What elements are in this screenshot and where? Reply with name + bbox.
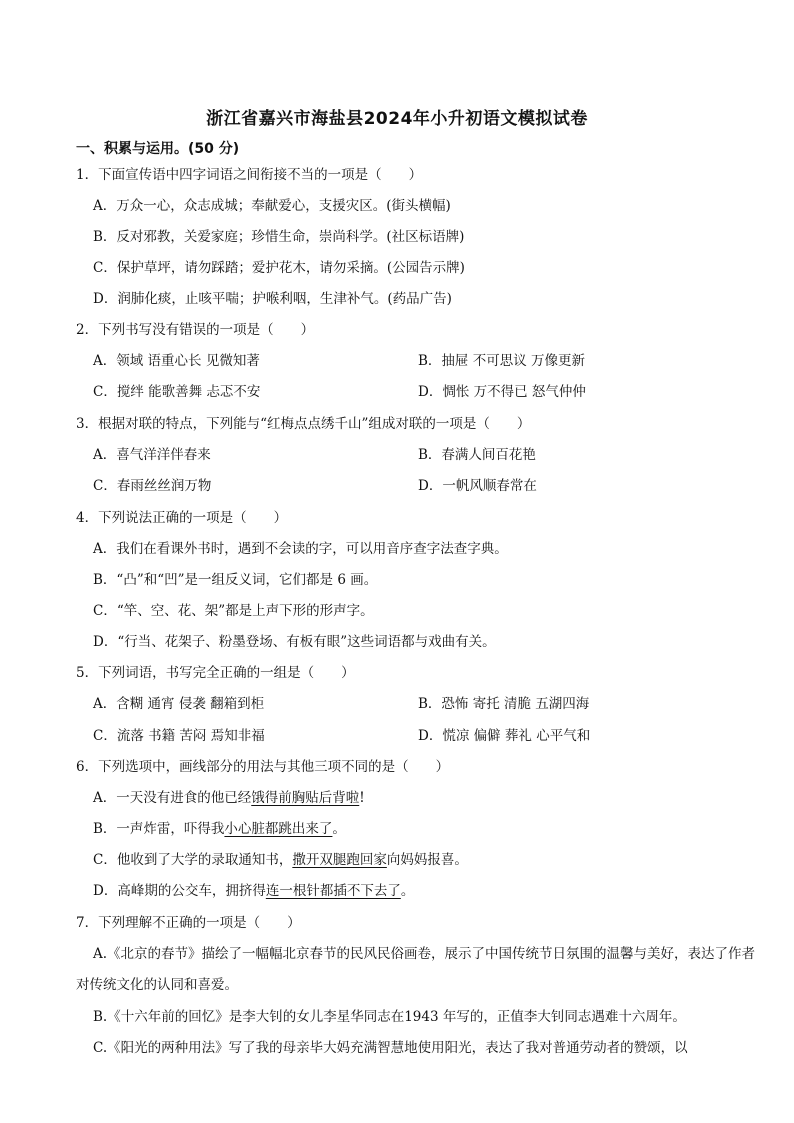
question-2-option-a: A．领域 语重心长 见微知著: [93, 353, 260, 369]
section-heading: 一、积累与运用。(50 分): [76, 141, 240, 157]
question-4-option-c: C．“竿、空、花、架”都是上声下形的形声字。: [93, 603, 374, 619]
option-b-text: B．一声炸雷，吓得我: [93, 821, 225, 837]
question-3-option-b: B．春满人间百花艳: [418, 447, 536, 463]
option-a-text: A．一天没有进食的他已经: [93, 790, 252, 806]
question-7-option-c: C.《阳光的两种用法》写了我的母亲毕大妈充满智慧地使用阳光，表达了我对普通劳动者的赞颂，以: [93, 1040, 688, 1056]
question-1-option-d: D．润肺化痰，止咳平喘；护喉利咽，生津补气。(药品广告): [93, 291, 452, 307]
question-6-option-b: [93, 819, 346, 839]
question-1-option-c: C．保护草坪，请勿踩踏；爱护花木，请勿采摘。(公园告示牌): [93, 260, 465, 276]
page-title: 浙江省嘉兴市海盐县2024年小升初语文模拟试卷: [206, 109, 588, 129]
option-b-end: 。: [332, 821, 346, 837]
question-7-option-b: B.《十六年前的回忆》是李大钊的女儿李星华同志在1943 年写的，正值李大钊同志遇难十六周年。: [93, 1009, 686, 1025]
option-b-underlined: 小心脏都跳出来了: [224, 821, 333, 837]
question-1-option-a: A．万众一心，众志成城；奉献爱心，支援灾区。(街头横幅): [93, 198, 451, 214]
question-6-option-d: [93, 881, 414, 901]
option-d-end: 。: [400, 883, 415, 899]
question-2-option-b: B．抽屉 不可思议 万像更新: [418, 353, 586, 369]
question-4-stem: 4．下列说法正确的一项是（ ）: [76, 510, 288, 526]
option-c-underlined: 撒开双腿跑回家: [292, 852, 387, 868]
question-6-option-c: [93, 850, 468, 870]
option-d-text: D．高峰期的公交车，拥挤得: [93, 883, 266, 899]
question-7-option-a: A.《北京的春节》描绘了一幅幅北京春节的民风民俗画卷，展示了中国传统节日氛围的温馨与美好，表达了作者对传统文化的认同和喜爱。: [76, 946, 756, 993]
question-3-option-a: A．喜气洋洋伴春来: [93, 447, 211, 463]
question-5-option-c: C．流落 书籍 苦闷 焉知非福: [93, 728, 265, 744]
question-5-option-b: B．恐怖 寄托 清脆 五湖四海: [418, 696, 590, 712]
question-7-stem: 7．下列理解不正确的一项是（ ）: [76, 915, 301, 931]
question-5-stem: 5．下列词语，书写完全正确的一组是（ ）: [76, 665, 355, 681]
question-2-option-d: D．惆怅 万不得已 怒气仲仲: [418, 384, 586, 400]
question-3-option-c: C．春雨丝丝润万物: [93, 478, 212, 494]
question-1-stem: 1．下面宣传语中四字词语之间衔接不当的一项是（ ）: [76, 167, 423, 183]
option-d-underlined: 连一根针都插不下去了: [265, 883, 401, 899]
option-c-end: 向妈妈报喜。: [386, 852, 468, 868]
question-5-option-a: A．含糊 通宵 侵袭 翻箱到柜: [93, 696, 265, 712]
question-6-option-a: [93, 788, 365, 808]
question-4-option-b: B．“凸”和“凹”是一组反义词，它们都是 6 画。: [93, 572, 378, 588]
question-2-stem: 2．下列书写没有错误的一项是（ ）: [76, 322, 315, 338]
question-3-option-d: D．一帆风顺春常在: [418, 478, 537, 494]
question-2-option-c: C．搅绊 能歌善舞 忐忑不安: [93, 384, 261, 400]
question-4-option-a: A．我们在看课外书时，遇到不会读的字，可以用音序查字法查字典。: [93, 541, 508, 557]
question-5-option-d: D．慌凉 偏僻 葬礼 心平气和: [418, 728, 591, 744]
option-a-underlined: 饿得前胸贴后背啦: [251, 790, 360, 806]
question-6-stem: 6．下列选项中，画线部分的用法与其他三项不同的是（ ）: [76, 759, 450, 775]
option-a-end: !: [359, 790, 365, 806]
question-4-option-d: D．“行当、花架子、粉墨登场、有板有眼”这些词语都与戏曲有关。: [93, 634, 496, 650]
option-c-text: C．他收到了大学的录取通知书，: [93, 852, 293, 868]
question-1-option-b: B．反对邪教，关爱家庭；珍惜生命，崇尚科学。(社区标语牌): [93, 229, 465, 245]
question-3-stem: 3．根据对联的特点，下列能与“红梅点点绣千山”组成对联的一项是（ ）: [76, 416, 531, 432]
